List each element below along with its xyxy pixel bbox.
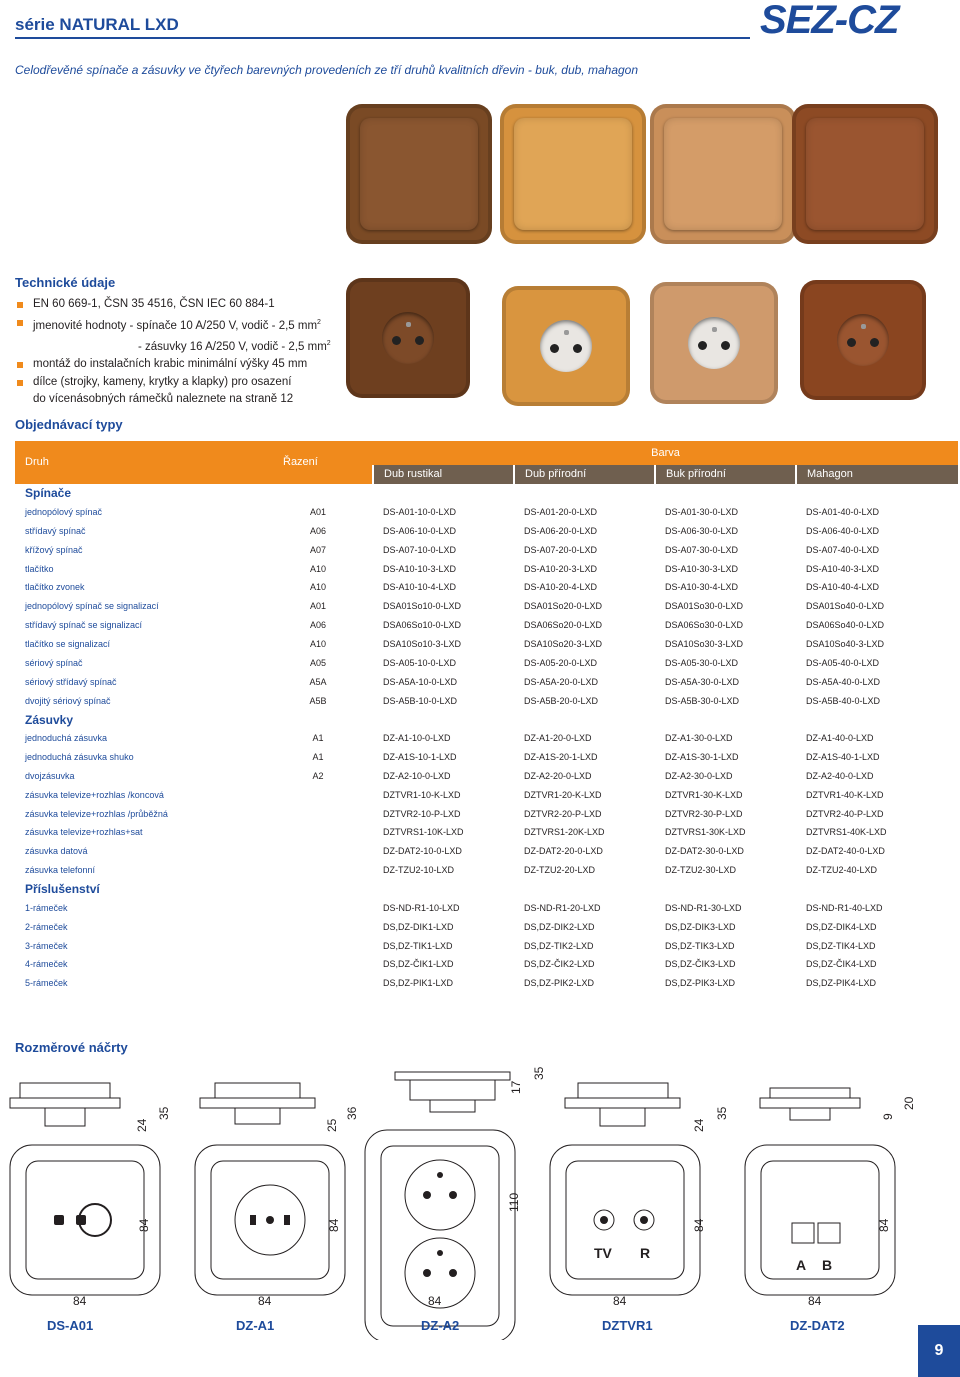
table-row [15, 748, 958, 767]
cell-code: DS,DZ-TIK3-LXD [665, 940, 735, 951]
table-row [15, 767, 958, 786]
data-port-b [818, 1223, 840, 1243]
cell-code: DS-A07-10-0-LXD [383, 544, 457, 555]
header-rule [15, 37, 750, 39]
cell-code: DS-A10-10-4-LXD [383, 582, 457, 593]
cell-code: DSA10So20-3-LXD [514, 635, 655, 654]
cell-druh: tlačítko zvonek [25, 582, 85, 593]
cell-code: DS,DZ-ČIK3-LXD [655, 955, 796, 974]
cell-code: DZTVRS1-10K-LXD [373, 823, 514, 842]
order-table [15, 441, 958, 993]
cell-code: DS-A06-10-0-LXD [373, 522, 514, 541]
pin-top [437, 1250, 443, 1256]
cell-razeni [273, 823, 373, 842]
cell-code: DS-A5A-20-0-LXD [514, 672, 655, 691]
section-spinace [15, 484, 958, 503]
r-jack-center [640, 1216, 648, 1224]
cell-code: DSA10So30-3-LXD [655, 635, 796, 654]
cell-code: DZTVRS1-40K-LXD [796, 823, 958, 842]
table-row [15, 917, 958, 936]
tech-text: do vícenásobných rámečků naleznete na straně 12 [33, 393, 294, 406]
cell-druh: jednopólový spínač se signalizací [15, 597, 273, 616]
cell-code: DS,DZ-DIK4-LXD [796, 917, 958, 936]
tech-item [15, 296, 331, 314]
cell-code: DS,DZ-TIK1-LXD [383, 940, 453, 951]
cell-code: DS-A10-40-4-LXD [806, 582, 880, 593]
dim-depth: 35 [532, 1066, 546, 1080]
cell-code: DS-A06-40-0-LXD [796, 522, 958, 541]
cell-razeni [273, 804, 373, 823]
table-row [15, 503, 958, 522]
cell-razeni: A1 [312, 732, 324, 743]
cell-code: DS-A5A-10-0-LXD [373, 672, 514, 691]
tech-text: montáž do instalačních krabic minimální výšky 45 mm [33, 358, 308, 371]
socket-photo-mahagon [800, 280, 926, 400]
cell-code: DZ-A1-40-0-LXD [806, 732, 874, 743]
cell-code: DS-ND-R1-20-LXD [524, 902, 601, 913]
cell-code: DZ-DAT2-40-0-LXD [806, 846, 885, 857]
cell-code: DS,DZ-TIK2-LXD [524, 940, 594, 951]
tech-title: Technické údaje [15, 275, 116, 290]
pin-right [449, 1191, 457, 1199]
col-razeni: Řazení [273, 441, 373, 484]
cell-code: DSA01So10-0-LXD [373, 597, 514, 616]
cell-code: DZ-A1S-10-1-LXD [373, 748, 514, 767]
dim-width: 84 [73, 1294, 87, 1308]
cell-code: DS,DZ-DIK2-LXD [514, 917, 655, 936]
cell-druh: jednoduchá zásuvka shuko [15, 748, 273, 767]
table-row [15, 842, 958, 861]
dim-depth: 25 [325, 1118, 339, 1132]
cell-code: DS-A01-10-0-LXD [383, 506, 457, 517]
table-row [15, 804, 958, 823]
cell-druh: jednoduchá zásuvka [25, 732, 108, 743]
section-label: Zásuvky [25, 712, 74, 727]
dim-width: 84 [808, 1294, 822, 1308]
cell-razeni [273, 974, 373, 993]
cell-code: DSA01So30-0-LXD [655, 597, 796, 616]
cell-druh: 3-rámeček [25, 940, 68, 951]
r-label: R [640, 1245, 651, 1261]
cell-code: DS-A07-20-0-LXD [524, 544, 598, 555]
profile-dz-dat2 [760, 1088, 860, 1120]
cell-code: DS-A5B-30-0-LXD [665, 695, 740, 706]
tech-item [15, 314, 331, 335]
cell-razeni: A01 [273, 597, 373, 616]
table-row [15, 936, 958, 955]
cell-code: DZTVR1-20-K-LXD [514, 785, 655, 804]
cell-code: DS-A5B-40-0-LXD [806, 695, 881, 706]
pin-top [437, 1172, 443, 1178]
profile-ds-a01 [10, 1083, 120, 1126]
cell-code: DZTVR1-40-K-LXD [796, 785, 958, 804]
cell-code: DZTVRS1-20K-LXD [514, 823, 655, 842]
tech-list [15, 296, 331, 409]
tech-item-continued [15, 391, 331, 409]
tech-text: EN 60 669-1, ČSN 35 4516, ČSN IEC 60 884-1 [33, 298, 275, 310]
cell-druh: 1-rámeček [25, 902, 68, 913]
switch-photo-dub-rustikal [346, 104, 492, 244]
cell-code: DZ-A2-30-0-LXD [665, 770, 733, 781]
cell-code: DZ-A1S-30-1-LXD [655, 748, 796, 767]
dim-height: 84 [877, 1218, 891, 1232]
pin-left [250, 1215, 256, 1225]
cell-razeni [273, 955, 373, 974]
dim-width: 84 [613, 1294, 627, 1308]
cell-code: DSA01So20-0-LXD [514, 597, 655, 616]
table-row [15, 861, 958, 880]
dim-height: 84 [327, 1218, 341, 1232]
cell-druh: sériový střídavý spínač [15, 672, 273, 691]
cell-razeni: A06 [309, 620, 326, 631]
pin-left [423, 1191, 431, 1199]
dim-depth: 20 [902, 1096, 916, 1110]
col-barva: Barva [373, 441, 958, 465]
cell-code: DZ-TZU2-10-LXD [373, 861, 514, 880]
cell-code: DS,DZ-TIK4-LXD [806, 940, 876, 951]
color-dub-rustikal: Dub rustikal [373, 465, 514, 484]
cell-code: DS,DZ-DIK3-LXD [655, 917, 796, 936]
cell-code: DS-A10-20-3-LXD [514, 559, 655, 578]
cell-code: DS,DZ-DIK1-LXD [373, 917, 514, 936]
cell-druh: tlačítko se signalizací [15, 635, 273, 654]
dim-height: 84 [137, 1218, 151, 1232]
cell-druh: střídavý spínač [15, 522, 273, 541]
cell-code: DZTVR1-10-K-LXD [373, 785, 514, 804]
cell-code: DS-ND-R1-30-LXD [665, 902, 742, 913]
table-row [15, 729, 958, 748]
cell-code: DZ-A2-40-0-LXD [806, 770, 874, 781]
cell-druh: 5-rámeček [25, 978, 68, 989]
cell-druh: dvojzásuvka [25, 770, 75, 781]
switch-photo-mahagon [792, 104, 938, 244]
dim-width: 84 [258, 1294, 272, 1308]
table-row [15, 559, 958, 578]
cell-code: DS-A5A-30-0-LXD [655, 672, 796, 691]
cell-code: DZ-TZU2-40-LXD [796, 861, 958, 880]
table-row [15, 672, 958, 691]
cell-code: DS-A07-40-0-LXD [806, 544, 880, 555]
dim-depth: 35 [715, 1106, 729, 1120]
cell-razeni: A10 [273, 559, 373, 578]
cell-code: DSA10So40-3-LXD [796, 635, 958, 654]
tv-jack-center [600, 1216, 608, 1224]
cell-code: DS-A01-20-0-LXD [524, 506, 598, 517]
section-label: Spínače [25, 486, 72, 501]
cell-code: DS-A06-20-0-LXD [514, 522, 655, 541]
brand-logo: SEZ-CZ [760, 0, 899, 42]
profile-dztvr1 [565, 1083, 680, 1126]
cell-razeni [273, 785, 373, 804]
tech-item-continued [15, 335, 331, 356]
cell-druh: 4-rámeček [15, 955, 273, 974]
cell-code: DS-A05-30-0-LXD [665, 657, 739, 668]
b-label: B [822, 1257, 833, 1273]
dim-height: 110 [507, 1192, 521, 1212]
table-row [15, 898, 958, 917]
dim-depth: 36 [345, 1106, 359, 1120]
cell-razeni [273, 861, 373, 880]
dim-depth: 24 [135, 1118, 149, 1132]
cell-code: DS-A5A-40-0-LXD [796, 672, 958, 691]
pin-left [423, 1269, 431, 1277]
cell-code: DS,DZ-PIK2-LXD [524, 978, 595, 989]
cell-code: DS-ND-R1-40-LXD [806, 902, 883, 913]
cell-razeni [273, 898, 373, 917]
table-row [15, 974, 958, 993]
cell-druh: tlačítko [15, 559, 273, 578]
drawings-lines [10, 1072, 895, 1340]
cell-code: DZ-A1S-40-1-LXD [796, 748, 958, 767]
cell-code: DSA10So10-3-LXD [373, 635, 514, 654]
data-port-a [792, 1223, 814, 1243]
cell-code: DS-A10-40-3-LXD [796, 559, 958, 578]
cell-code: DZ-TZU2-30-LXD [655, 861, 796, 880]
cell-code: DS,DZ-ČIK4-LXD [796, 955, 958, 974]
table-row [15, 540, 958, 559]
color-buk-prirodni: Buk přírodní [655, 465, 796, 484]
socket-photo-dub-prirodni [502, 286, 630, 406]
cell-code: DS-A05-20-0-LXD [524, 657, 598, 668]
switch-photo-buk-prirodni [650, 104, 796, 244]
cell-razeni: A07 [309, 544, 326, 555]
series-title: série NATURAL LXD [15, 15, 179, 34]
cell-code: DZ-A2-10-0-LXD [383, 770, 451, 781]
a-label: A [796, 1257, 807, 1273]
cell-code: DZTVR2-10-P-LXD [383, 808, 461, 819]
cell-code: DZ-A1-10-0-LXD [383, 732, 451, 743]
cell-code: DZTVR2-20-P-LXD [524, 808, 602, 819]
dim-depth: 9 [881, 1113, 895, 1120]
cell-code: DS-A07-30-0-LXD [665, 544, 739, 555]
tech-text: dílce (strojky, kameny, krytky a klapky) pro osazení [33, 375, 292, 388]
tv-label: TV [594, 1245, 612, 1261]
cell-druh: jednopólový spínač [25, 506, 103, 517]
table-row [15, 785, 958, 804]
cell-druh: zásuvka televize+rozhlas /koncová [15, 785, 273, 804]
profile-dz-a2 [395, 1072, 510, 1112]
cell-druh: zásuvka telefonní [15, 861, 273, 880]
drawings-title: Rozměrové náčrty [15, 1040, 128, 1055]
front-dztvr1 [550, 1145, 700, 1295]
cell-razeni [273, 936, 373, 955]
table-row [15, 823, 958, 842]
cell-razeni: A10 [273, 635, 373, 654]
cell-code: DSA06So20-0-LXD [524, 620, 603, 631]
front-dz-dat2 [745, 1145, 895, 1295]
cell-code: DZTVR1-30-K-LXD [655, 785, 796, 804]
table-row [15, 578, 958, 597]
cell-code: DS-ND-R1-10-LXD [383, 902, 460, 913]
col-druh: Druh [15, 441, 273, 484]
caption-ds-a01: DS-A01 [47, 1318, 94, 1333]
cell-druh: zásuvka datová [25, 846, 88, 857]
cell-code: DZ-DAT2-10-0-LXD [383, 846, 462, 857]
intro-text: Celodřevěné spínače a zásuvky ve čtyřech barevných provedeních ze tří druhů kvalitních dřevin - buk, dub, mahagon [15, 63, 639, 77]
cell-code: DZ-A1S-20-1-LXD [514, 748, 655, 767]
cell-razeni [273, 917, 373, 936]
superscript: 2 [317, 318, 321, 326]
pin-right [284, 1215, 290, 1225]
switch-photo-dub-prirodni [500, 104, 646, 244]
color-dub-prirodni: Dub přírodní [514, 465, 655, 484]
dim-width: 84 [428, 1294, 442, 1308]
cell-code: DS,DZ-PIK4-LXD [806, 978, 877, 989]
cell-code: DS,DZ-ČIK2-LXD [514, 955, 655, 974]
tech-text: jmenovité hodnoty - spínače 10 A/250 V, vodič - 2,5 mm [33, 319, 318, 332]
cell-druh: křížový spínač [25, 544, 83, 555]
dim-depth: 24 [692, 1118, 706, 1132]
superscript: 2 [326, 339, 331, 347]
section-label: Příslušenství [25, 882, 100, 897]
cell-razeni: A06 [273, 522, 373, 541]
cell-code: DZ-DAT2-30-0-LXD [665, 846, 744, 857]
cell-code: DS,DZ-ČIK1-LXD [373, 955, 514, 974]
cell-code: DSA01So40-0-LXD [796, 597, 958, 616]
cell-razeni: A01 [309, 506, 326, 517]
tech-item [15, 374, 331, 392]
socket-photo-dub-rustikal [346, 278, 470, 398]
table-header-row [15, 441, 958, 465]
dim-height: 84 [692, 1218, 706, 1232]
cell-razeni: A5A [273, 672, 373, 691]
table-row [15, 653, 958, 672]
section-zasuvky [15, 710, 958, 729]
tech-text: - zásuvky 16 A/250 V, vodič - 2,5 mm [138, 340, 327, 353]
cell-code: DZTVRS1-30K-LXD [655, 823, 796, 842]
profile-dz-a1 [200, 1083, 315, 1124]
cell-razeni: A1 [273, 748, 373, 767]
front-dztvr1-inner [566, 1161, 684, 1279]
dim-depth: 17 [509, 1080, 523, 1094]
cell-code: DZ-A1-30-0-LXD [665, 732, 733, 743]
dim-depth: 35 [157, 1106, 171, 1120]
caption-dztvr1: DZTVR1 [602, 1318, 653, 1333]
cell-code: DS-A5B-20-0-LXD [524, 695, 599, 706]
pin-center [76, 1215, 86, 1225]
cell-razeni: A05 [309, 657, 326, 668]
cell-code: DZ-A2-20-0-LXD [524, 770, 592, 781]
cell-code: DZTVR2-40-P-LXD [806, 808, 884, 819]
cell-code: DS-A10-20-4-LXD [524, 582, 598, 593]
caption-dz-a1: DZ-A1 [236, 1318, 275, 1333]
pin-left [54, 1215, 64, 1225]
order-title: Objednávací typy [15, 417, 123, 432]
cell-code: DS-A10-30-4-LXD [665, 582, 739, 593]
page-number: 9 [918, 1325, 960, 1377]
tech-item [15, 356, 331, 374]
cell-code: DS-A10-30-3-LXD [655, 559, 796, 578]
socket-circle-top [405, 1160, 475, 1230]
cell-code: DS-A06-30-0-LXD [655, 522, 796, 541]
dimension-labels [73, 1066, 916, 1308]
cell-code: DSA06So10-0-LXD [383, 620, 462, 631]
table-row [15, 597, 958, 616]
cell-code: DSA06So30-0-LXD [665, 620, 744, 631]
cell-code: DS-A5B-10-0-LXD [383, 695, 458, 706]
cell-code: DS-A05-10-0-LXD [383, 657, 457, 668]
cell-druh: sériový spínač [25, 657, 83, 668]
color-mahagon: Mahagon [796, 465, 958, 484]
cell-code: DZ-DAT2-20-0-LXD [524, 846, 603, 857]
table-row [15, 616, 958, 635]
cell-code: DZ-TZU2-20-LXD [514, 861, 655, 880]
cell-druh: zásuvka televize+rozhlas+sat [15, 823, 273, 842]
cell-code: DS-A05-40-0-LXD [806, 657, 880, 668]
cell-code: DS-A01-40-0-LXD [806, 506, 880, 517]
cell-druh: zásuvka televize+rozhlas /průběžná [25, 808, 168, 819]
cell-code: DS-A01-30-0-LXD [665, 506, 739, 517]
cell-code: DSA06So40-0-LXD [806, 620, 885, 631]
cell-druh: střídavý spínač se signalizací [25, 620, 143, 631]
socket-photo-buk-prirodni [650, 282, 778, 404]
table-row [15, 635, 958, 654]
cell-code: DS-A10-10-3-LXD [373, 559, 514, 578]
front-dz-dat2-inner [761, 1161, 879, 1279]
table-row [15, 522, 958, 541]
cell-code: DZTVR2-30-P-LXD [665, 808, 743, 819]
pin-right [449, 1269, 457, 1277]
cell-razeni: A10 [309, 582, 326, 593]
cell-razeni: A2 [312, 770, 324, 781]
cell-code: DZ-A1-20-0-LXD [524, 732, 592, 743]
cell-razeni: A5B [309, 695, 327, 706]
table-row [15, 691, 958, 710]
pin-center [266, 1216, 274, 1224]
dimension-drawings [0, 1060, 960, 1340]
table-row [15, 955, 958, 974]
section-prislusenstvi [15, 880, 958, 899]
caption-dz-a2: DZ-A2 [421, 1318, 460, 1333]
cell-code: DS,DZ-PIK1-LXD [383, 978, 454, 989]
caption-dz-dat2: DZ-DAT2 [790, 1318, 845, 1333]
cell-druh: 2-rámeček [15, 917, 273, 936]
cell-druh: dvojitý sériový spínač [25, 695, 111, 706]
cell-code: DS,DZ-PIK3-LXD [665, 978, 736, 989]
cell-razeni [273, 842, 373, 861]
